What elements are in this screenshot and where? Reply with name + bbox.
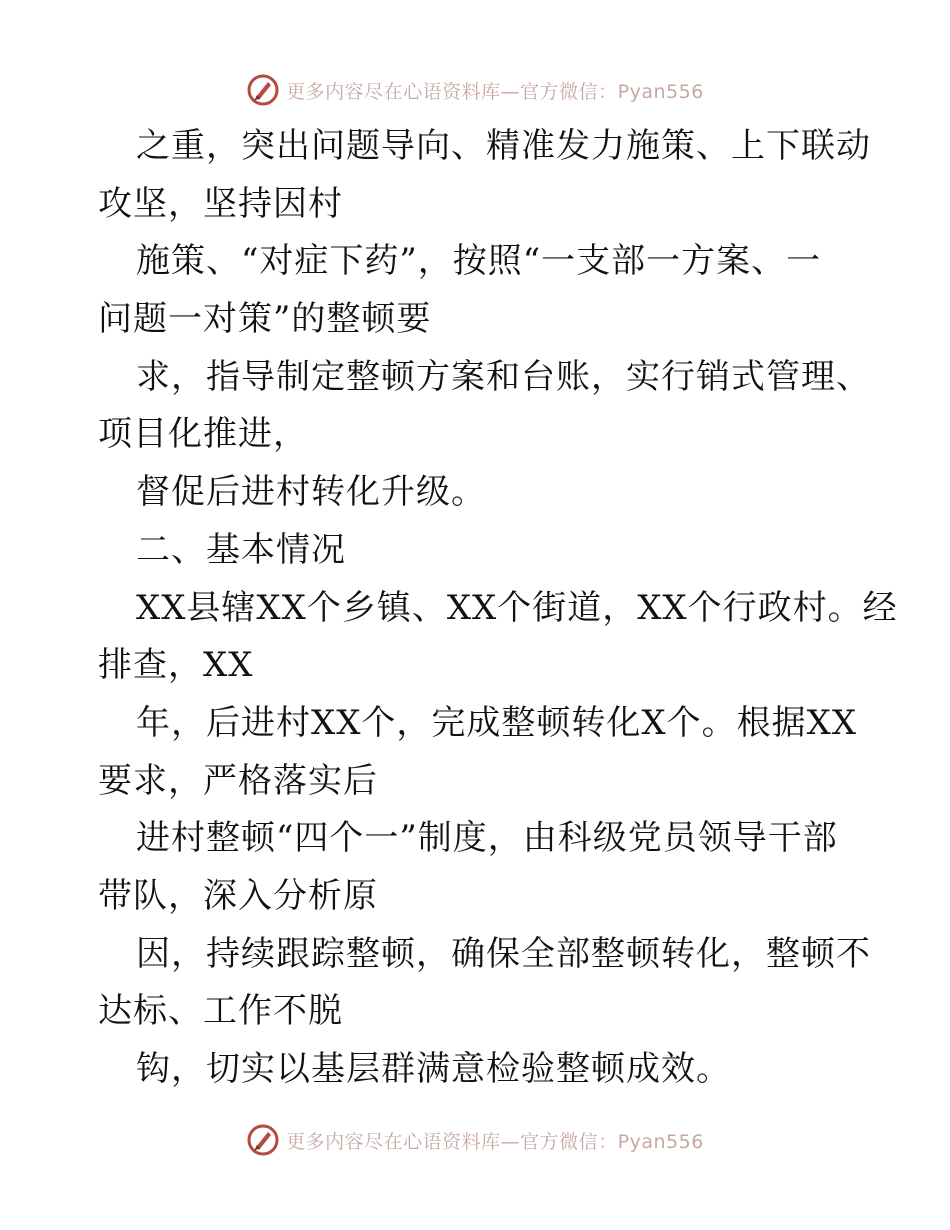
watermark-text: 更多内容尽在心语资料库—官方微信：Pyan556 <box>286 1130 704 1153</box>
paragraph-line: 之重，突出问题导向、精准发力施策、上下联动 <box>136 126 871 166</box>
section-heading: 二、基本情况 <box>136 529 346 570</box>
paragraph-line: 督促后进村转化升级。 <box>136 472 486 513</box>
paragraph-line: 带队，深入分析原 <box>98 875 378 916</box>
paragraph-line: 进村整顿“四个一”制度，由科级党员领导干部 <box>136 818 838 859</box>
quill-logo-icon <box>246 73 280 107</box>
paragraph-line: 因，持续跟踪整顿，确保全部整顿转化，整顿不 <box>136 933 871 974</box>
header-watermark <box>0 70 950 110</box>
paragraph-line: 施策、“对症下药”，按照“一支部一方案、一 <box>136 241 822 282</box>
paragraph-line: 求，指导制定整顿方案和台账，实行销式管理、 <box>136 356 871 397</box>
paragraph-line: 排查，XX <box>98 645 254 686</box>
paragraph-line: 项目化推进， <box>98 414 308 455</box>
document-body <box>98 118 898 1099</box>
paragraph-line: 攻坚，坚持因村 <box>98 183 343 224</box>
paragraph-line: 要求，严格落实后 <box>98 760 378 801</box>
quill-logo-icon <box>246 1123 280 1157</box>
paragraph-line: 钩，切实以基层群满意检验整顿成效。 <box>136 1049 731 1089</box>
footer-watermark <box>0 1120 950 1160</box>
paragraph-line: 达标、工作不脱 <box>98 991 343 1032</box>
watermark-text: 更多内容尽在心语资料库—官方微信：Pyan556 <box>286 80 704 103</box>
paragraph-line: 问题一对策”的整顿要 <box>98 299 432 340</box>
paragraph-line: 年，后进村XX个，完成整顿转化X个。根据XX <box>136 702 858 743</box>
paragraph-line: XX县辖XX个乡镇、XX个街道，XX个行政村。经 <box>136 587 898 628</box>
